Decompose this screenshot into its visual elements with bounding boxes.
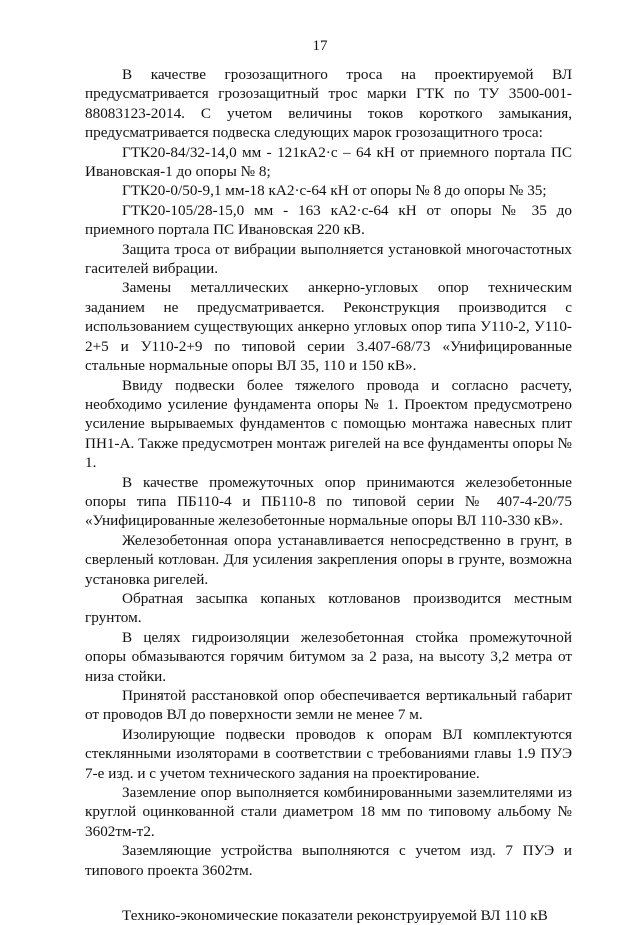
- paragraph-intermediate-supports: В качестве промежуточных опор принимаются железобетонные опоры типа ПБ110-4 и ПБ110-8 по типовой серии № 407-4-20/75 «Унифицированные железобетонные нормальные опоры ВЛ 110-330 кВ».: [85, 473, 572, 530]
- paragraph-foundation-reinforcement: Ввиду подвески более тяжелого провода и согласно расчету, необходимо усиление фундамента опоры № 1. Проектом предусмотрено усиление вырываемых фундаментов с помощью монтажа навесных плит ПН1-А. Также предусмотрен монтаж ригелей на все фундаменты опоры № 1.: [85, 376, 572, 472]
- paragraph-waterproofing: В целях гидроизоляции железобетонная стойка промежуточной опоры обмазываются горячим битумом за 2 раза, на высоту 3,2 метра от низа стойки.: [85, 628, 572, 685]
- paragraph-concrete-installation: Железобетонная опора устанавливается непосредственно в грунт, в сверленый котлован. Для усиления закрепления опоры в грунте, возможна установка ригелей.: [85, 531, 572, 588]
- paragraph-vibration-protection: Защита троса от вибрации выполняется установкой многочастотных гасителей вибрации.: [85, 240, 572, 278]
- paragraph-insulators: Изолирующие подвески проводов к опорам ВЛ комплектуются стеклянными изоляторами в соответствии с требованиями главы 1.9 ПУЭ 7-е изд. и с учетом технического задания на проектирование.: [85, 725, 572, 782]
- paragraph-ground-wire-intro: В качестве грозозащитного троса на проектируемой ВЛ предусматривается грозозащитный трос марки ГТК по ТУ 3500-001-88083123-2014. С учетом величины токов короткого замыкания, предусматривается подвеска следующих марок грозозащитного троса:: [85, 66, 572, 142]
- page-number: 17: [312, 38, 328, 54]
- section-spacer: [85, 880, 572, 906]
- paragraph-wire-spec-3: ГТК20-105/28-15,0 мм - 163 кА2·с-64 кН от опоры № 35 до приемного портала ПС Ивановская 220 кВ.: [85, 201, 572, 239]
- paragraph-grounding-devices: Заземляющие устройства выполняются с учетом изд. 7 ПУЭ и типового проекта 3602тм.: [85, 842, 572, 879]
- section-heading: Технико-экономические показатели реконструируемой ВЛ 110 кВ: [122, 907, 548, 925]
- document-body: [85, 65, 572, 925]
- paragraph-backfill: Обратная засыпка копаных котлованов производится местным грунтом.: [85, 589, 572, 627]
- paragraph-anchor-supports: Замены металлических анкерно-угловых опор техническим заданием не предусматривается. Реконструкция производится с использованием существующих анкерно угловых опор типа У110-2, У110-2+5 и У110-2+9 по типовой серии 3.407-68/73 «Унифицированные стальные нормальные опоры ВЛ 35, 110 и 150 кВ».: [85, 279, 572, 375]
- paragraph-grounding: Заземление опор выполняется комбинированными заземлителями из круглой оцинкованной стали диаметром 18 мм по типовому альбому № 3602тм-т2.: [85, 784, 572, 840]
- paragraph-clearance: Принятой расстановкой опор обеспечивается вертикальный габарит от проводов ВЛ до поверхности земли не менее 7 м.: [85, 687, 572, 724]
- paragraph-wire-spec-2: ГТК20-0/50-9,1 мм-18 кА2·с-64 кН от опоры № 8 до опоры № 35;: [122, 182, 547, 200]
- paragraph-wire-spec-1: ГТК20-84/32-14,0 мм - 121кА2·с – 64 кН от приемного портала ПС Ивановская-1 до опоры № 8;: [85, 143, 572, 181]
